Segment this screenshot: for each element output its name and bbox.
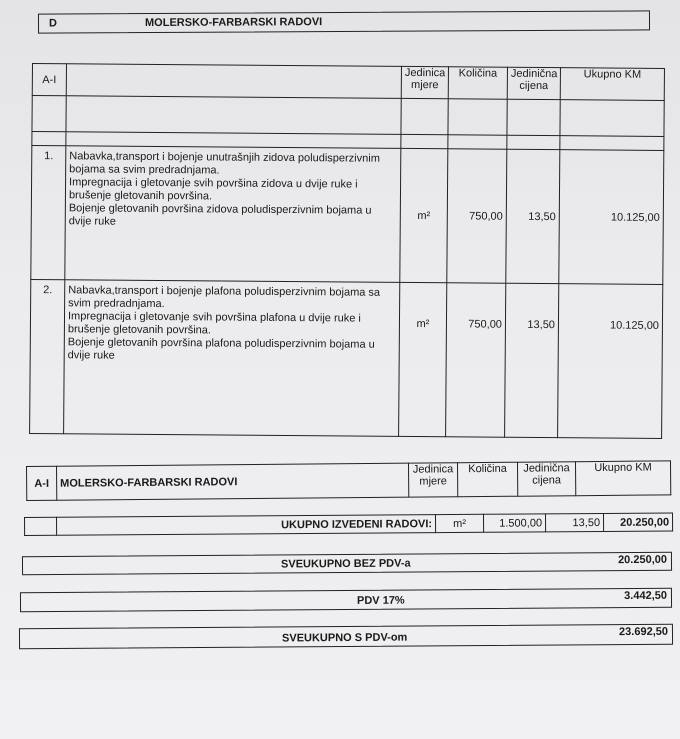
vat-value: 3.442,50 bbox=[624, 589, 668, 603]
summary-header-unit-price: Jedinična cijena bbox=[517, 462, 575, 497]
row-description: Nabavka,transport i bojenje unutrašnjih zidova poludisperzivnim bojama sa svim predradnjama. Impregnacija i gletovanje svih površina zidova u dvije ruke i brušenje gletovanih površina. Bojenje gletovanih površina zidova poludisperzivnim bojama u dvije ruke bbox=[65, 146, 401, 283]
row-qty: 750,00 bbox=[447, 149, 507, 283]
items-table bbox=[29, 63, 665, 439]
header-unit: Jedinica mjere bbox=[401, 66, 448, 98]
table-row bbox=[30, 279, 663, 438]
header-total: Ukupno KM bbox=[560, 68, 664, 101]
total-with-vat-label: SVEUKUPNO S PDV-om bbox=[281, 631, 408, 645]
vat-label: PDV 17% bbox=[356, 594, 405, 607]
section-title: MOLERSKO-FARBARSKI RADOVI bbox=[144, 16, 323, 30]
summary-table bbox=[26, 460, 671, 501]
total-without-vat-label: SVEUKUPNO BEZ PDV-a bbox=[280, 557, 411, 571]
total-with-vat bbox=[19, 624, 673, 650]
summary-header-unit: Jedinica mjere bbox=[408, 463, 457, 497]
section-header bbox=[38, 10, 650, 33]
row-number: 1. bbox=[31, 146, 66, 280]
section-code: D bbox=[48, 17, 57, 30]
summary-header-total: Ukupno KM bbox=[575, 461, 670, 496]
summary-header-qty: Količina bbox=[457, 462, 517, 497]
table-row bbox=[31, 146, 664, 285]
executed-row bbox=[24, 512, 673, 536]
executed-price: 13,50 bbox=[545, 513, 603, 531]
row-unit: m² bbox=[399, 282, 447, 436]
summary-code: A-I bbox=[27, 466, 57, 500]
summary-title: MOLERSKO-FARBARSKI RADOVI bbox=[57, 463, 409, 500]
executed-unit: m² bbox=[435, 514, 483, 532]
row-price: 13,50 bbox=[505, 283, 559, 437]
row-qty: 750,00 bbox=[446, 283, 506, 437]
total-with-vat-value: 23.692,50 bbox=[618, 625, 669, 639]
row-number: 2. bbox=[30, 279, 65, 433]
header-unit-price: Jedinična cijena bbox=[507, 67, 560, 99]
header-qty: Količina bbox=[448, 67, 507, 99]
row-price: 13,50 bbox=[506, 149, 560, 283]
group-code: A-I bbox=[32, 64, 66, 96]
row-total: 10.125,00 bbox=[558, 284, 663, 439]
executed-qty: 1.500,00 bbox=[483, 514, 545, 532]
executed-label: UKUPNO IZVEDENI RADOVI: bbox=[57, 515, 436, 536]
vat-amount bbox=[20, 588, 672, 613]
row-total: 10.125,00 bbox=[559, 150, 664, 285]
row-description: Nabavka,transport i bojenje plafona poludisperzivnim bojama sa svim predradnjama. Impregnacija i gletovanje svih površina plafona u dvije ruke i brušenje gletovanih površina. Bojenje gletovanih površina plafona poludisperzivnim bojama u dvije ruke bbox=[64, 280, 400, 437]
total-without-vat-value: 20.250,00 bbox=[618, 553, 668, 567]
row-unit: m² bbox=[400, 148, 448, 282]
total-without-vat bbox=[22, 552, 672, 576]
executed-total: 20.250,00 bbox=[603, 513, 672, 531]
